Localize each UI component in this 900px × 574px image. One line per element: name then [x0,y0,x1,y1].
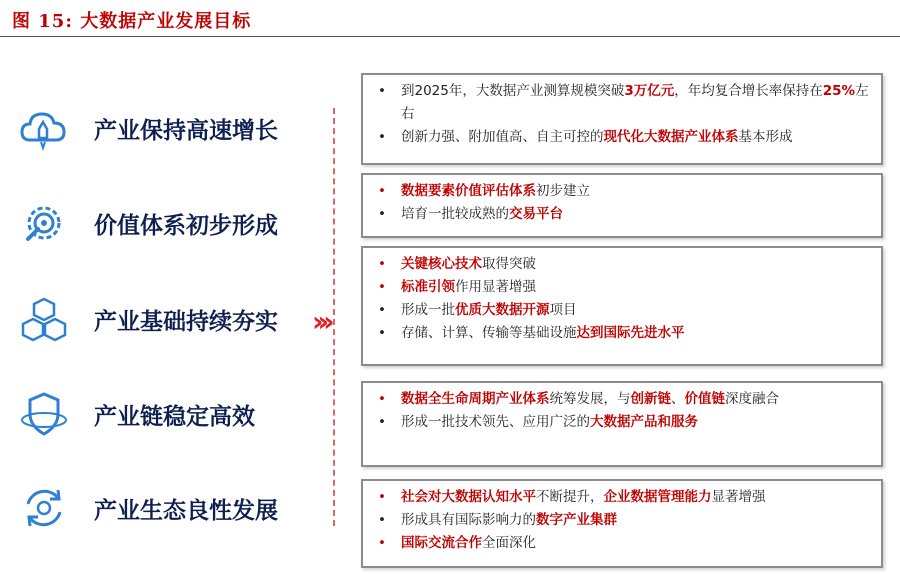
bullet-dot: • [378,391,386,407]
bullet-dot: • [378,279,386,295]
bullet-text: 基本形成 [738,129,793,145]
highlight-text: 现代化大数据产业体系 [603,129,739,145]
dashed-divider [333,108,335,526]
bullet-dot: • [378,302,386,318]
highlight-text: 优质大数据开源 [455,302,550,318]
highlight-text: 数字产业集群 [536,512,617,528]
goal-item-2 [14,193,314,253]
bullet-text: 培育一批较成熟的 [401,206,509,222]
stacked-cubes-icon [18,293,70,345]
bullet-text: 初步建立 [536,183,590,199]
bullet-dot: • [378,325,386,341]
highlight-text: 价值链 [684,391,725,407]
bullet-item [375,80,873,126]
bullet-dot: • [378,535,386,551]
goal-label: 产业基础持续夯实 [94,309,278,335]
target-card-3 [361,246,883,366]
triple-chevron-arrow-icon: ››› [312,305,329,338]
gear-wrench-icon [18,197,70,249]
bullet-text: 左右 [401,83,869,122]
bullet-item [375,180,873,203]
figure-title: 图 15: 大数据产业发展目标 [12,11,252,32]
bullet-text: 存储、计算、传输等基础设施 [401,325,577,341]
bullet-item [375,411,873,434]
bullet-text: 全面深化 [482,535,536,551]
goal-item-3 [14,289,314,349]
highlight-text: 社会对大数据认知水平 [401,489,536,505]
bullet-dot: • [378,512,386,528]
bullet-text: 形成具有国际影响力的 [401,512,536,528]
title-divider [0,36,900,37]
highlight-text: 3万亿元 [624,83,675,99]
highlight-text: 创新链 [630,391,671,407]
bullet-item [375,276,873,299]
bullet-dot: • [378,414,386,430]
goal-label: 产业链稳定高效 [94,404,255,430]
bullet-item [375,126,873,149]
cycle-arrows-icon [18,482,70,534]
bullet-item [375,253,873,276]
goal-item-4 [14,384,314,444]
highlight-text: 关键核心技术 [401,256,482,272]
bullet-text: ，年均复合增长率保持在 [674,83,823,99]
goal-item-5 [14,478,314,538]
highlight-text: 交易平台 [509,206,563,222]
target-card-2 [361,173,883,238]
goal-label: 产业生态良性发展 [94,498,278,524]
cloud-rocket-icon [18,102,70,154]
bullet-text: 作用显著增强 [455,279,536,295]
goal-item-1 [14,98,314,158]
highlight-text: 国际交流合作 [401,535,482,551]
bullet-item [375,322,873,345]
bullet-text: 形成一批技术领先、应用广泛的 [401,414,590,430]
bullet-item [375,388,873,411]
bullet-item [375,486,873,509]
goal-label: 产业保持高速增长 [94,118,278,144]
bullet-text: 取得突破 [482,256,536,272]
bullet-text: 形成一批 [401,302,455,318]
target-card-1 [361,73,883,165]
shield-orbit-icon [18,388,70,440]
bullet-text: 显著增强 [711,489,766,505]
highlight-text: 大数据产品和服务 [590,414,698,430]
bullet-text: 不断提升， [536,489,604,505]
bullet-item [375,203,873,226]
highlight-text: 数据全生命周期产业体系 [401,391,550,407]
bullet-text: 创新力强、附加值高、自主可控的 [401,129,604,145]
target-card-4 [361,381,883,467]
bullet-text: 到2025年，大数据产业测算规模突破 [401,83,625,99]
highlight-text: 企业数据管理能力 [603,489,712,505]
bullet-text: 项目 [549,302,577,318]
bullet-text: 深度融合 [725,391,779,407]
bullet-item [375,509,873,532]
bullet-text: 统筹发展，与 [549,391,631,407]
goal-label: 价值体系初步形成 [94,213,278,239]
highlight-text: 达到国际先进水平 [576,325,685,341]
bullet-dot: • [378,206,386,222]
highlight-text: 标准引领 [401,279,455,295]
bullet-dot: • [378,129,386,145]
bullet-text: 、 [671,391,685,407]
bullet-dot: • [378,83,386,99]
target-card-5 [361,479,883,568]
bullet-dot: • [378,183,386,199]
bullet-item [375,532,873,555]
highlight-text: 数据要素价值评估体系 [401,183,536,199]
bullet-dot: • [378,489,386,505]
bullet-dot: • [378,256,386,272]
bullet-item [375,299,873,322]
highlight-text: 25% [822,83,856,99]
